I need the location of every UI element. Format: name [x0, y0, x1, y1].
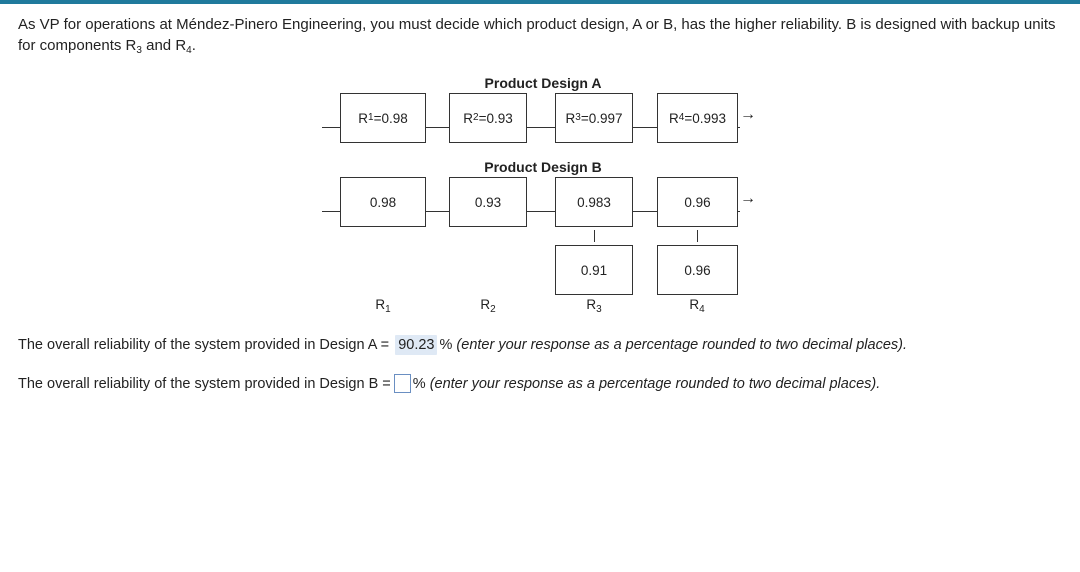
label-r2: $R_2$	[480, 297, 496, 315]
design-b-answer-input[interactable]	[394, 374, 411, 393]
design-a-r4-box: R 4 =0.993	[657, 93, 738, 143]
design-a-r3-box: R 3 =0.997	[555, 93, 633, 143]
design-a-r2-box: R 2 =0.93	[449, 93, 527, 143]
design-a-output-arrow-icon: →	[740, 106, 756, 123]
design-b-title: Product Design B	[484, 159, 602, 175]
design-a-r1-box: R 1 =0.98	[340, 93, 426, 143]
design-b-r2-box: 0.93	[449, 177, 527, 227]
design-a-answer-field[interactable]: 90.23	[395, 335, 437, 355]
design-b-output-arrow-icon: →	[740, 190, 756, 207]
problem-statement: As VP for operations at Méndez-Pinero Engineering, you must decide which product design, A or B, has the higher reliability. B is designed with backup units for components $R_3$ and $R_4$.	[18, 16, 1056, 56]
design-b-r4-backup-box: 0.96	[657, 245, 738, 295]
design-b-r4-box: 0.96	[657, 177, 738, 227]
question-design-b: The overall reliability of the system provided in Design B = % (enter your response as a percentage rounded to two decimal places).	[18, 376, 881, 392]
design-a-title: Product Design A	[484, 75, 602, 91]
label-r1: $R_1$	[375, 297, 391, 315]
r3-backup-connector	[594, 230, 595, 242]
r4-backup-connector	[697, 230, 698, 242]
design-b-r1-box: 0.98	[340, 177, 426, 227]
top-accent-bar	[0, 0, 1080, 4]
label-r3: $R_3$	[586, 297, 602, 315]
label-r4: $R_4$	[689, 297, 705, 315]
question-design-a: The overall reliability of the system provided in Design A = 90.23 % (enter your response as a percentage rounded to two decimal places).	[18, 337, 907, 353]
design-b-r3-backup-box: 0.91	[555, 245, 633, 295]
design-b-r3-box: 0.983	[555, 177, 633, 227]
